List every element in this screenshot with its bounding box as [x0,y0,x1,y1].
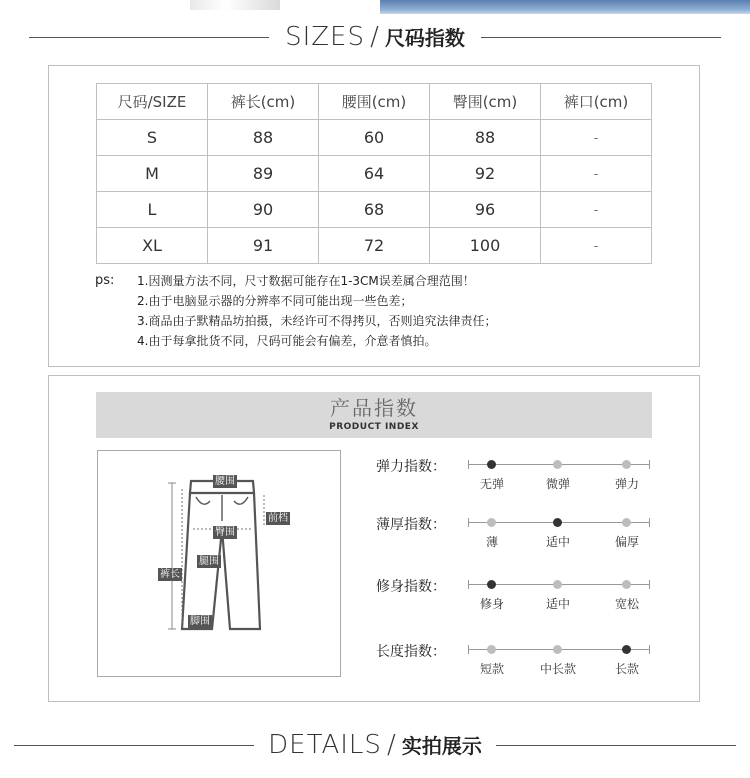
table-cell: 68 [319,192,430,228]
top-photo-fragment-left [190,0,280,10]
index-row [370,570,670,620]
scale-option: 适中 [545,597,570,611]
scale-option: 长款 [614,662,639,676]
scale-dot [622,460,631,469]
table-header-cell: 尺码/SIZE [97,84,208,120]
top-photo-fragment-right [380,0,750,14]
title-rule-left [29,37,269,38]
note-item: 3.商品由子默精品坊拍摄，未经许可不得拷贝，否则追究法律责任； [137,314,497,328]
scale-option: 修身 [479,597,504,611]
note-item: 1.因测量方法不同，尺寸数据可能存在1-3CM误差属合理范围！ [137,274,475,288]
details-section-title [0,727,750,763]
index-scales [370,450,670,690]
scale-option: 中长款 [539,662,576,676]
length-tag: 裤长 [160,569,180,580]
product-index-title-zh: 产品指数 [330,396,418,420]
table-row [97,228,652,264]
size-notes [95,271,655,351]
table-cell: M [97,156,208,192]
table-cell: 88 [430,120,541,156]
table-cell: 96 [430,192,541,228]
scale-dot [487,645,496,654]
table-cell: 64 [319,156,430,192]
hem-tag: 脚围 [190,616,210,627]
scale-tick [649,460,650,469]
scale-tick [468,580,469,589]
index-label: 弹力指数： [376,459,446,475]
scale-dot-selected [622,645,631,654]
scale-dot [553,580,562,589]
note-item: 2.由于电脑显示器的分辨率不同可能出现一些色差； [137,294,413,308]
scale-dot [553,645,562,654]
scale-tick [649,518,650,527]
sizes-section-title [0,19,750,55]
scale-tick [649,645,650,654]
scale-dot [622,580,631,589]
table-header-cell: 腰围(cm) [319,84,430,120]
scale-tick [468,645,469,654]
scale-tick [649,580,650,589]
scale-dot-selected [487,580,496,589]
table-row [97,156,652,192]
table-row [97,120,652,156]
table-header-cell: 裤口(cm) [541,84,652,120]
front-rise-tag: 前档 [268,513,288,524]
details-title-sep: / [387,730,397,760]
scale-option: 弹力 [614,477,639,491]
scale-dot [487,518,496,527]
index-label: 薄厚指数： [376,517,446,533]
table-cell: XL [97,228,208,264]
table-cell: 72 [319,228,430,264]
sizes-title-zh: 尺码指数 [384,26,465,50]
table-cell: 92 [430,156,541,192]
index-row [370,635,670,685]
index-row [370,450,670,500]
thigh-tag: 腿围 [199,556,219,567]
sizes-title-sep: / [370,22,380,52]
product-index-title-en: PRODUCT INDEX [329,422,419,432]
scale-option: 无弹 [479,477,504,491]
scale-tick [468,460,469,469]
title-rule-right [496,745,736,746]
table-cell: L [97,192,208,228]
table-cell: S [97,120,208,156]
table-cell: - [541,156,652,192]
table-cell: 90 [208,192,319,228]
table-cell: 60 [319,120,430,156]
scale-dot-selected [487,460,496,469]
table-row [97,192,652,228]
title-rule-right [481,37,721,38]
details-title-en: DETAILS [268,730,382,760]
index-row [370,508,670,558]
scale-option: 偏厚 [614,535,639,549]
scale-dot [622,518,631,527]
table-header-cell: 裤长(cm) [208,84,319,120]
table-cell: - [541,228,652,264]
scale-option: 短款 [479,662,504,676]
index-label: 修身指数： [376,579,446,595]
table-cell: 89 [208,156,319,192]
scale-option: 薄 [485,535,498,549]
table-cell: 91 [208,228,319,264]
scale-option: 微弹 [545,477,570,491]
scale-dot-selected [553,518,562,527]
index-label: 长度指数： [376,644,446,660]
table-cell: - [541,120,652,156]
note-item: 4.由于每拿批货不同，尺码可能会有偏差，介意者慎拍。 [137,334,437,348]
table-header-cell: 臀围(cm) [430,84,541,120]
table-cell: - [541,192,652,228]
waist-tag: 腰围 [215,476,235,487]
table-header-row [97,84,652,120]
table-cell: 88 [208,120,319,156]
pants-diagram [97,450,341,677]
table-cell: 100 [430,228,541,264]
hip-tag: 臀围 [215,527,235,538]
details-title-zh: 实拍展示 [401,734,482,758]
size-table [96,83,652,264]
scale-option: 宽松 [614,597,639,611]
scale-dot [553,460,562,469]
sizes-title-en: SIZES [285,22,365,52]
title-rule-left [14,745,254,746]
notes-label: ps: [95,273,115,288]
scale-option: 适中 [545,535,570,549]
product-index-banner [96,392,652,438]
scale-tick [468,518,469,527]
